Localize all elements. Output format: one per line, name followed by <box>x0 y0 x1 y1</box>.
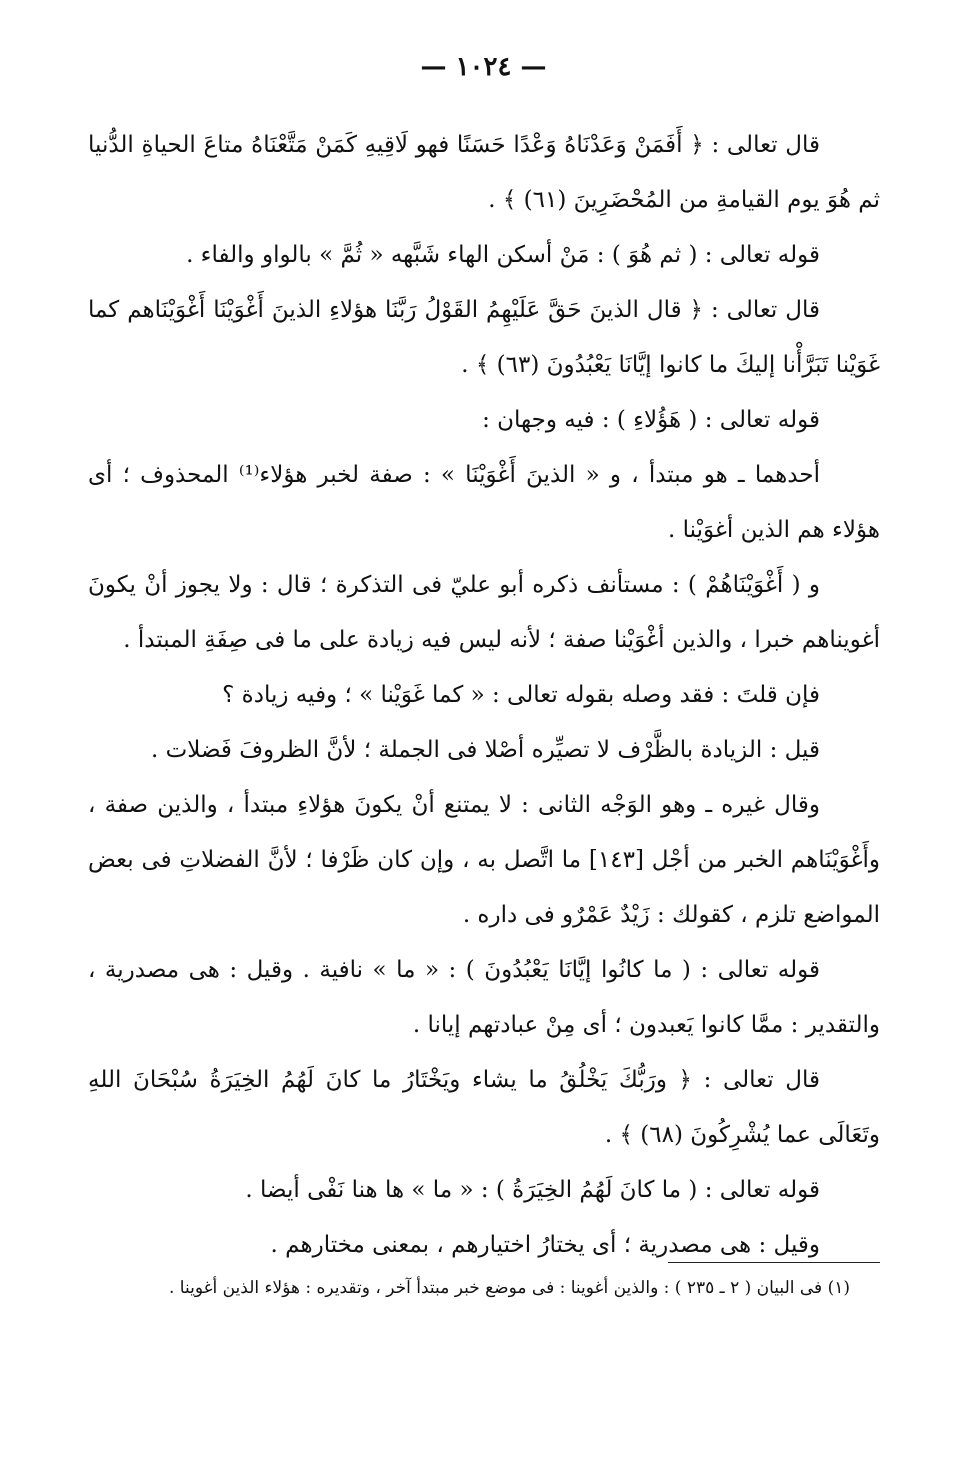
footnotes <box>88 1270 880 1306</box>
paragraph: قال تعالى : ﴿ قال الذينَ حَقَّ عَلَيْهِمُ القَوْلُ رَبَّنَا هؤلاءِ الذينَ أَغْوَيْنَا أَغْوَيْنَاهم كما غَوَيْنا تَبَرَّأْنا إليكَ ما كانوا إيَّانَا يَعْبُدُونَ (٦٣) ﴾ . <box>88 297 880 378</box>
footnote: (١) فى البيان ( ٢ ـ ٢٣٥ ) : والذين أغوينا : فى موضع خبر مبتدأ آخر ، وتقديره : هؤلاء الذين أغوينا . <box>168 1278 850 1298</box>
paragraph: قوله تعالى : ( ثم هُوَ ) : مَنْ أسكن الهاء شَبَّهه « ثُمَّ » بالواو والفاء . <box>186 242 820 268</box>
paragraph: و ( أَغْوَيْنَاهُمْ ) : مستأنف ذكره أبو عليّ فى التذكرة ؛ قال : ولا يجوز أنْ يكونَ أغويناهم خبرا ، والذين أغْوَيْنا صفة ؛ لأنه ليس فيه زيادة على ما فى صِفَةِ المبتدأ . <box>88 572 880 653</box>
paragraph: قيل : الزيادة بالظَّرْف لا تصيِّره أصْلا فى الجملة ؛ لأنَّ الظروفَ فَضلات . <box>150 737 820 763</box>
paragraph: وقيل : هى مصدرية ؛ أى يختارُ اختيارهم ، بمعنى مختارهم . <box>270 1232 820 1258</box>
paragraph: قوله تعالى : ( ما كانَ لَهُمُ الخِيَرَةُ ) : « ما » ها هنا نَفْى أيضا . <box>245 1177 820 1203</box>
paragraph: فإن قلتَ : فقد وصله بقوله تعالى : « كما غَوَيْنا » ؛ وفيه زيادة ؟ <box>222 682 820 708</box>
paragraph: قال تعالى : ﴿ أَفَمَنْ وَعَدْنَاهُ وَعْدًا حَسَنًا فهو لَاقِيهِ كَمَنْ مَتَّعْنَاهُ متاعَ الحياةِ الدُّنيا ثم هُوَ يوم القيامةِ من المُحْضَرِينَ (٦١) ﴾ . <box>88 132 880 213</box>
page-number: — ١٠٢٤ — <box>420 52 547 82</box>
paragraph: قوله تعالى : ( هَؤُلاءِ ) : فيه وجهان : <box>482 407 820 433</box>
paragraph: وقال غيره ـ وهو الوَجْه الثانى : لا يمتنع أنْ يكونَ هؤلاءِ مبتدأ ، والذين صفة ، وأَغْوَيْنَاهم الخبر من أجْل [١٤٣] ما اتَّصل به ، وإن كان ظَرْفا ؛ لأنَّ الفضلاتِ فى بعض المواضع تلزم ، كقولك : زَيْدٌ عَمْرٌو فى داره . <box>88 792 881 928</box>
paragraph: قوله تعالى : ( ما كانُوا إيَّانَا يَعْبُدُونَ ) : « ما » نافية . وقيل : هى مصدرية ، والتقدير : ممَّا كانوا يَعبدون ؛ أى مِنْ عبادتهم إيانا . <box>88 957 880 1038</box>
paragraph: قال تعالى : ﴿ ورَبُّكَ يَخْلُقُ ما يشاء ويَخْتَارُ ما كانَ لَهُمُ الخِيَرَةُ سُبْحَانَ اللهِ وتَعَالَى عما يُشْرِكُونَ (٦٨) ﴾ . <box>88 1067 880 1148</box>
footnote-divider <box>668 1262 880 1263</box>
main-text <box>88 118 880 1273</box>
paragraph: أحدهما ـ هو مبتدأ ، و « الذينَ أَغْوَيْنَا » : صفة لخبر هؤلاء⁽¹⁾ المحذوف ؛ أى هؤلاء هم الذين أغوَيْنا . <box>88 462 880 543</box>
